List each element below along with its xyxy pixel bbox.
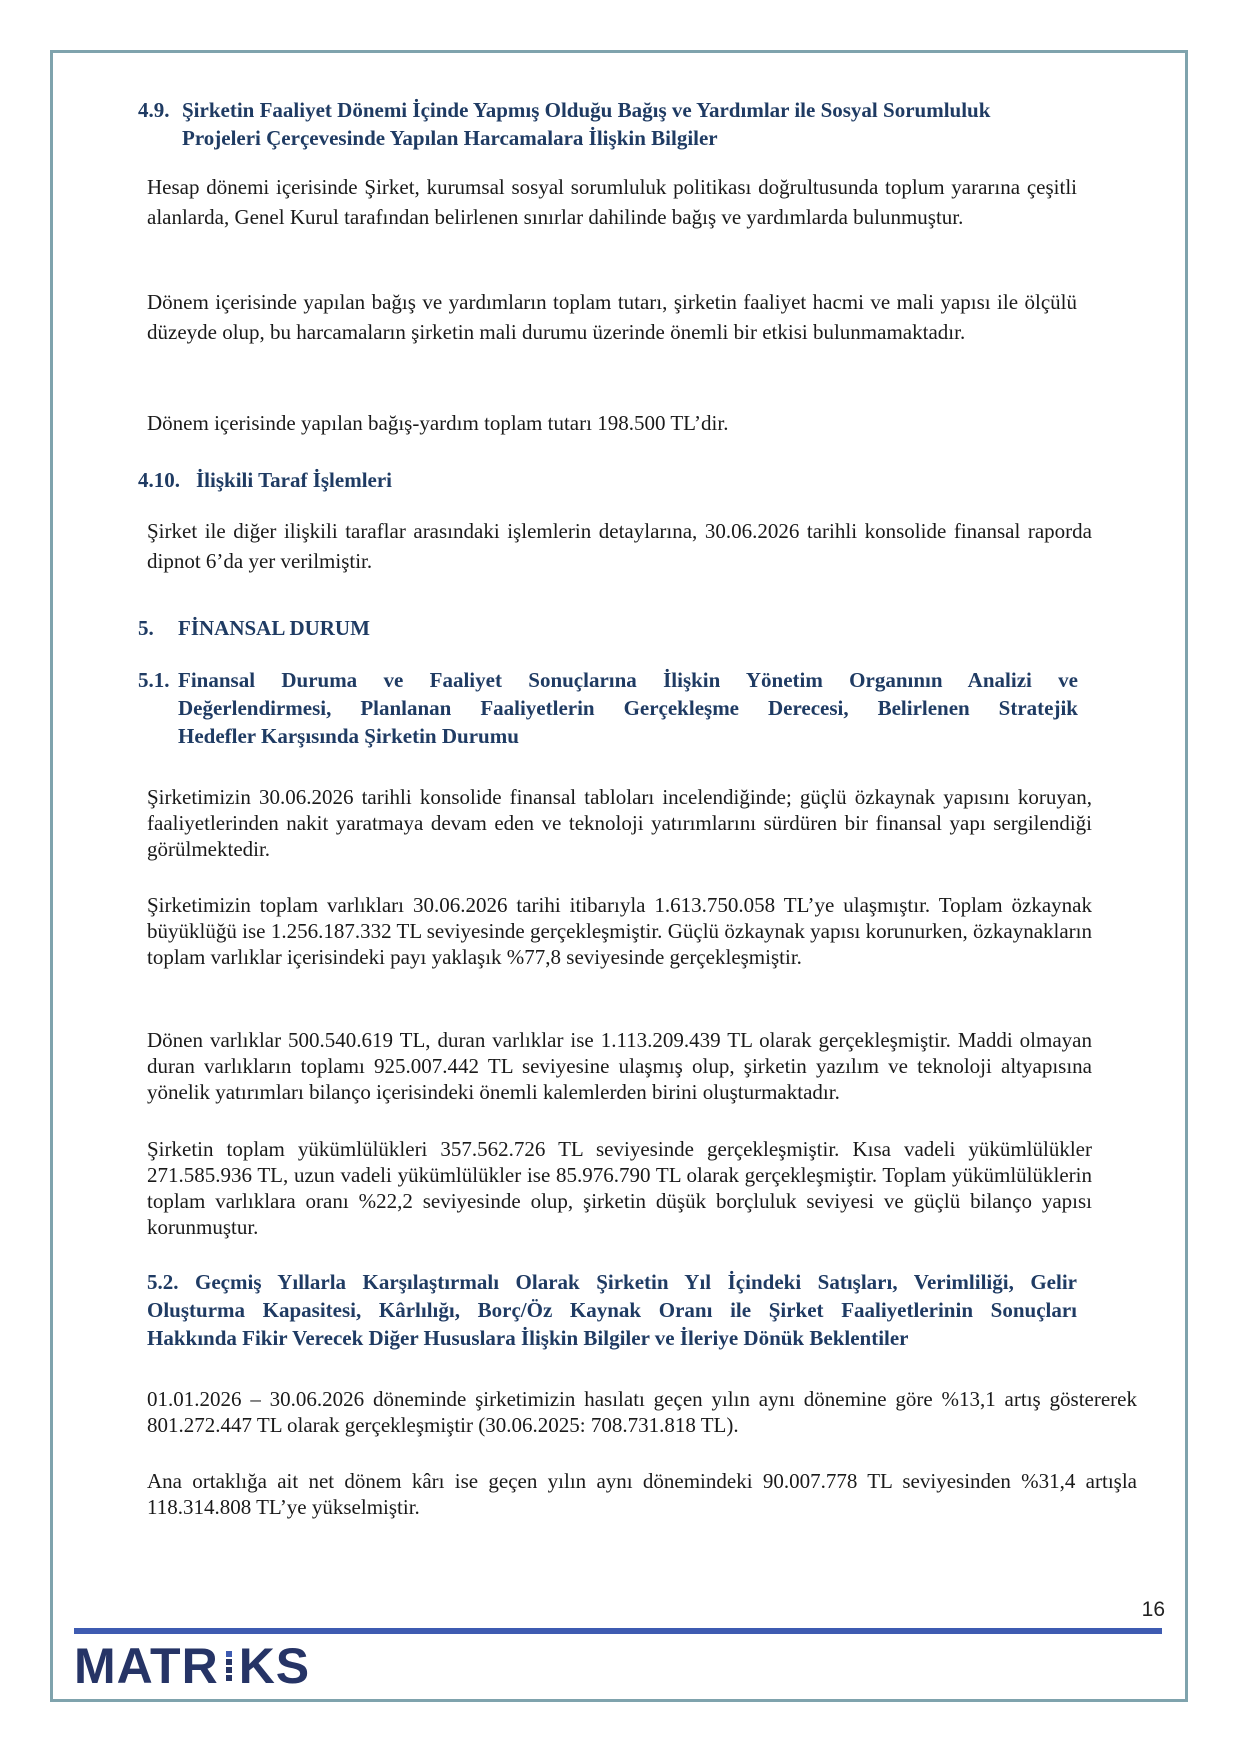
paragraph: Şirketimizin 30.06.2026 tarihli konsolide finansal tabloları incelendiğinde; güçlü özkaynak yapısını koruyan, faaliyetlerinden nakit yaratmaya devam eden ve teknoloji yatırımlarını sürdüren bir finansal yapı sergilendiği görülmektedir. [147,785,1092,861]
footer-rule [74,1628,1162,1634]
heading-line: Oluşturma Kapasitesi, Kârlılığı, Borç/Öz Kaynak Oranı ile Şirket Faaliyetlerinin Sonuçları [147,1298,1077,1322]
section-4-10-heading [138,466,738,494]
section-number: 5.1. [138,668,170,692]
logo-text-left: MATR [74,1638,219,1694]
heading-line: Şirketin Faaliyet Dönemi İçinde Yapmış Olduğu Bağış ve Yardımlar ile Sosyal Sorumluluk [182,98,991,122]
section-number: 4.9. [138,98,170,122]
heading-line: 5.2. Geçmiş Yıllarla Karşılaştırmalı Olarak Şirketin Yıl İçindeki Satışları, Verimliliği, Gelir [147,1270,1077,1294]
matriks-logo [74,1640,310,1692]
heading-line: Finansal Duruma ve Faaliyet Sonuçlarına İlişkin Yönetim Organının Analizi ve [178,668,1078,692]
paragraph: Dönem içerisinde yapılan bağış ve yardımların toplam tutarı, şirketin faaliyet hacmi ve mali yapısı ile ölçülü düzeyde olup, bu harcamaların şirketin mali durumu üzerinde önemli bir etkisi bulunmamaktadır. [147,290,1077,344]
paragraph: Dönem içerisinde yapılan bağış-yardım toplam tutarı 198.500 TL’dir. [147,411,729,435]
section-5-heading [138,614,638,642]
heading-line: FİNANSAL DURUM [178,616,370,640]
paragraph: Şirket ile diğer ilişkili taraflar arasındaki işlemlerin detaylarına, 30.06.2026 tarihli konsolide finansal raporda dipnot 6’da yer verilmiştir. [147,519,1092,573]
section-number: 5. [138,616,154,640]
heading-line: İlişkili Taraf İşlemleri [196,468,393,492]
section-5-2-heading [147,1268,1077,1352]
heading-line: Değerlendirmesi, Planlanan Faaliyetlerin Gerçekleşme Derecesi, Belirlenen Stratejik [178,696,1078,720]
section-4-9-heading [138,96,1078,152]
paragraph: Şirketimizin toplam varlıkları 30.06.2026 tarihi itibarıyla 1.613.750.058 TL’ye ulaşmıştır. Toplam özkaynak büyüklüğü ise 1.256.187.332 TL seviyesinde gerçekleşmiştir. Güçlü özkaynak yapısı korunurken, özkaynakların toplam varlıklar içerisindeki payı yaklaşık %77,8 seviyesinde gerçekleşmiştir. [147,893,1092,969]
heading-line: Hakkında Fikir Verecek Diğer Hususlara İlişkin Bilgiler ve İleriye Dönük Beklentiler [147,1326,909,1350]
heading-line: Projeleri Çerçevesinde Yapılan Harcamalara İlişkin Bilgiler [182,126,718,150]
logo-i-glyph-icon [222,1646,236,1686]
paragraph: Dönen varlıklar 500.540.619 TL, duran varlıklar ise 1.113.209.439 TL olarak gerçekleşmiştir. Maddi olmayan duran varlıkların toplamı 925.007.442 TL seviyesine ulaşmış olup, şirketin yazılım ve teknoloji altyapısına yönelik yatırımları bilanço içerisindeki önemli kalemlerden birini oluşturmaktadır. [147,1028,1092,1104]
section-number: 4.10. [138,468,180,492]
section-5-1-heading [138,666,1078,750]
heading-line: Hedefler Karşısında Şirketin Durumu [178,724,519,748]
logo-text-right: KS [238,1638,311,1694]
paragraph: Hesap dönemi içerisinde Şirket, kurumsal sosyal sorumluluk politikası doğrultusunda toplum yararına çeşitli alanlarda, Genel Kurul tarafından belirlenen sınırlar dahilinde bağış ve yardımlarda bulunmuştur. [147,175,1077,229]
page-number: 16 [1141,1598,1165,1621]
paragraph: Ana ortaklığa ait net dönem kârı ise geçen yılın aynı dönemindeki 90.007.778 TL seviyesinden %31,4 artışla 118.314.808 TL’ye yükselmiştir. [147,1469,1137,1519]
paragraph: Şirketin toplam yükümlülükleri 357.562.726 TL seviyesinde gerçekleşmiştir. Kısa vadeli yükümlülükler 271.585.936 TL, uzun vadeli yükümlülükler ise 85.976.790 TL olarak gerçekleşmiştir. Toplam yükümlülüklerin toplam varlıklara oranı %22,2 seviyesinde olup, şirketin düşük borçluluk seviyesi ve güçlü bilanço yapısı korunmuştur. [147,1137,1092,1239]
paragraph: 01.01.2026 – 30.06.2026 döneminde şirketimizin hasılatı geçen yılın aynı dönemine göre %13,1 artış göstererek 801.272.447 TL olarak gerçekleşmiştir (30.06.2025: 708.731.818 TL). [147,1387,1137,1437]
